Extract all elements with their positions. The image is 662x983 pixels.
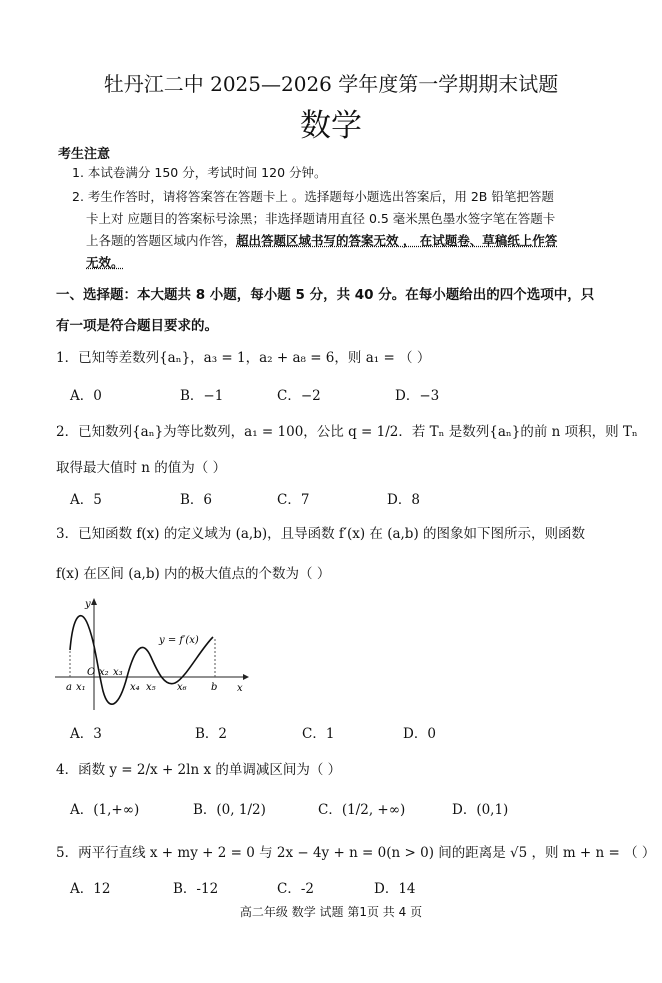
question-3-option-c[interactable]: C．1 [302, 726, 335, 742]
notice-line-1: 1. 本试卷满分 150 分，考试时间 120 分钟。 [72, 165, 327, 180]
section-heading-line-2: 有一项是符合题目要求的。 [56, 318, 218, 334]
question-4-option-a[interactable]: A．(1,+∞) [70, 802, 140, 818]
derivative-curve [70, 616, 213, 705]
curve-label: y = f′(x) [159, 635, 199, 646]
x-label-x2: x₂ [99, 667, 109, 678]
y-axis-arrow [91, 598, 97, 605]
question-5-option-d[interactable]: D．14 [374, 881, 416, 897]
question-4-stem: 4．函数 y = 2/x + 2ln x 的单调减区间为（ ） [56, 762, 342, 778]
x-label-x3: x₃ [113, 667, 123, 678]
page-footer: 高二年级 数学 试题 第1页 共 4 页 [239, 905, 423, 919]
question-5-option-a[interactable]: A．12 [70, 881, 111, 897]
notice-line-4-emphasis: 超出答题区域书写的答案无效 ， 在试题卷、草稿纸上作答 [236, 233, 558, 248]
section-heading-line-1: 一、选择题：本大题共 8 小题，每小题 5 分，共 40 分。在每小题给出的四个选项中，只 [56, 287, 595, 303]
question-2-option-b[interactable]: B．6 [180, 492, 213, 508]
question-4-option-c[interactable]: C．(1/2, +∞) [318, 802, 406, 818]
question-3-stem: 3．已知函数 f(x) 的定义域为 (a,b)，且导函数 f′(x) 在 (a,b) 的图象如下图所示，则函数 [56, 526, 586, 542]
question-1-stem: 1．已知等差数列{aₙ}，a₃ = 1，a₂ + a₈ = 6，则 a₁ = （ ） [56, 350, 431, 366]
x-label-x5: x₅ [146, 682, 156, 693]
x-label-a: a [66, 682, 72, 693]
exam-title: 牡丹江二中 2025—2026 学年度第一学期期末试题 [103, 72, 559, 96]
notice-line-5: 无效。 [86, 255, 124, 270]
question-5-option-b[interactable]: B．-12 [173, 881, 219, 897]
notice-line-4 [86, 231, 557, 249]
question-3-option-d[interactable]: D．0 [403, 726, 436, 742]
question-2-option-a[interactable]: A．5 [70, 492, 102, 508]
subject-title: 数学 [300, 108, 362, 144]
notice-line-2: 2. 考生作答时，请将答案答在答题卡上 。选择题每小题选出答案后，用 2B 铅笔把答题 [72, 189, 554, 204]
notice-line-3: 卡上对 应题目的答案标号涂黑；非选择题请用直径 0.5 毫米黑色墨水签字笔在答题卡 [86, 211, 556, 226]
question-2-option-d[interactable]: D．8 [387, 492, 420, 508]
notice-heading: 考生注意 [58, 147, 111, 162]
x-axis-arrow [243, 674, 249, 680]
question-5-stem: 5．两平行直线 x + my + 2 = 0 与 2x − 4y + n = 0(n > 0) 间的距离是 √5 ，则 m + n = （ ） [56, 845, 656, 861]
question-3-option-a[interactable]: A．3 [70, 726, 102, 742]
x-label-x1: x₁ [76, 682, 86, 693]
question-1-option-d[interactable]: D．−3 [395, 388, 440, 404]
origin-label: O [87, 667, 96, 678]
question-3-stem-continued: f(x) 在区间 (a,b) 内的极大值点的个数为（ ） [56, 566, 331, 582]
question-4-option-d[interactable]: D．(0,1) [452, 802, 509, 818]
x-label-b: b [211, 682, 218, 693]
question-5-option-c[interactable]: C．-2 [277, 881, 314, 897]
x-label-x4: x₄ [130, 682, 140, 693]
question-2-stem: 2．已知数列{aₙ}为等比数列，a₁ = 100，公比 q = 1/2．若 Tₙ 是数列{aₙ}的前 n 项积，则 Tₙ [56, 424, 638, 440]
question-3-option-b[interactable]: B．2 [195, 726, 228, 742]
question-1-option-a[interactable]: A．0 [70, 388, 102, 404]
x-label-x6: x₆ [177, 682, 187, 693]
question-2-option-c[interactable]: C．7 [277, 492, 310, 508]
question-1-option-b[interactable]: B．−1 [180, 388, 224, 404]
question-2-stem-continued: 取得最大值时 n 的值为（ ） [56, 460, 227, 476]
x-axis-label: x [237, 683, 243, 694]
derivative-graph [55, 595, 255, 715]
notice-line-4-normal: 上各题的答题区域内作答， [86, 233, 237, 248]
question-4-option-b[interactable]: B．(0, 1/2) [193, 802, 266, 818]
y-axis-label: y [85, 599, 91, 610]
question-1-option-c[interactable]: C．−2 [277, 388, 321, 404]
